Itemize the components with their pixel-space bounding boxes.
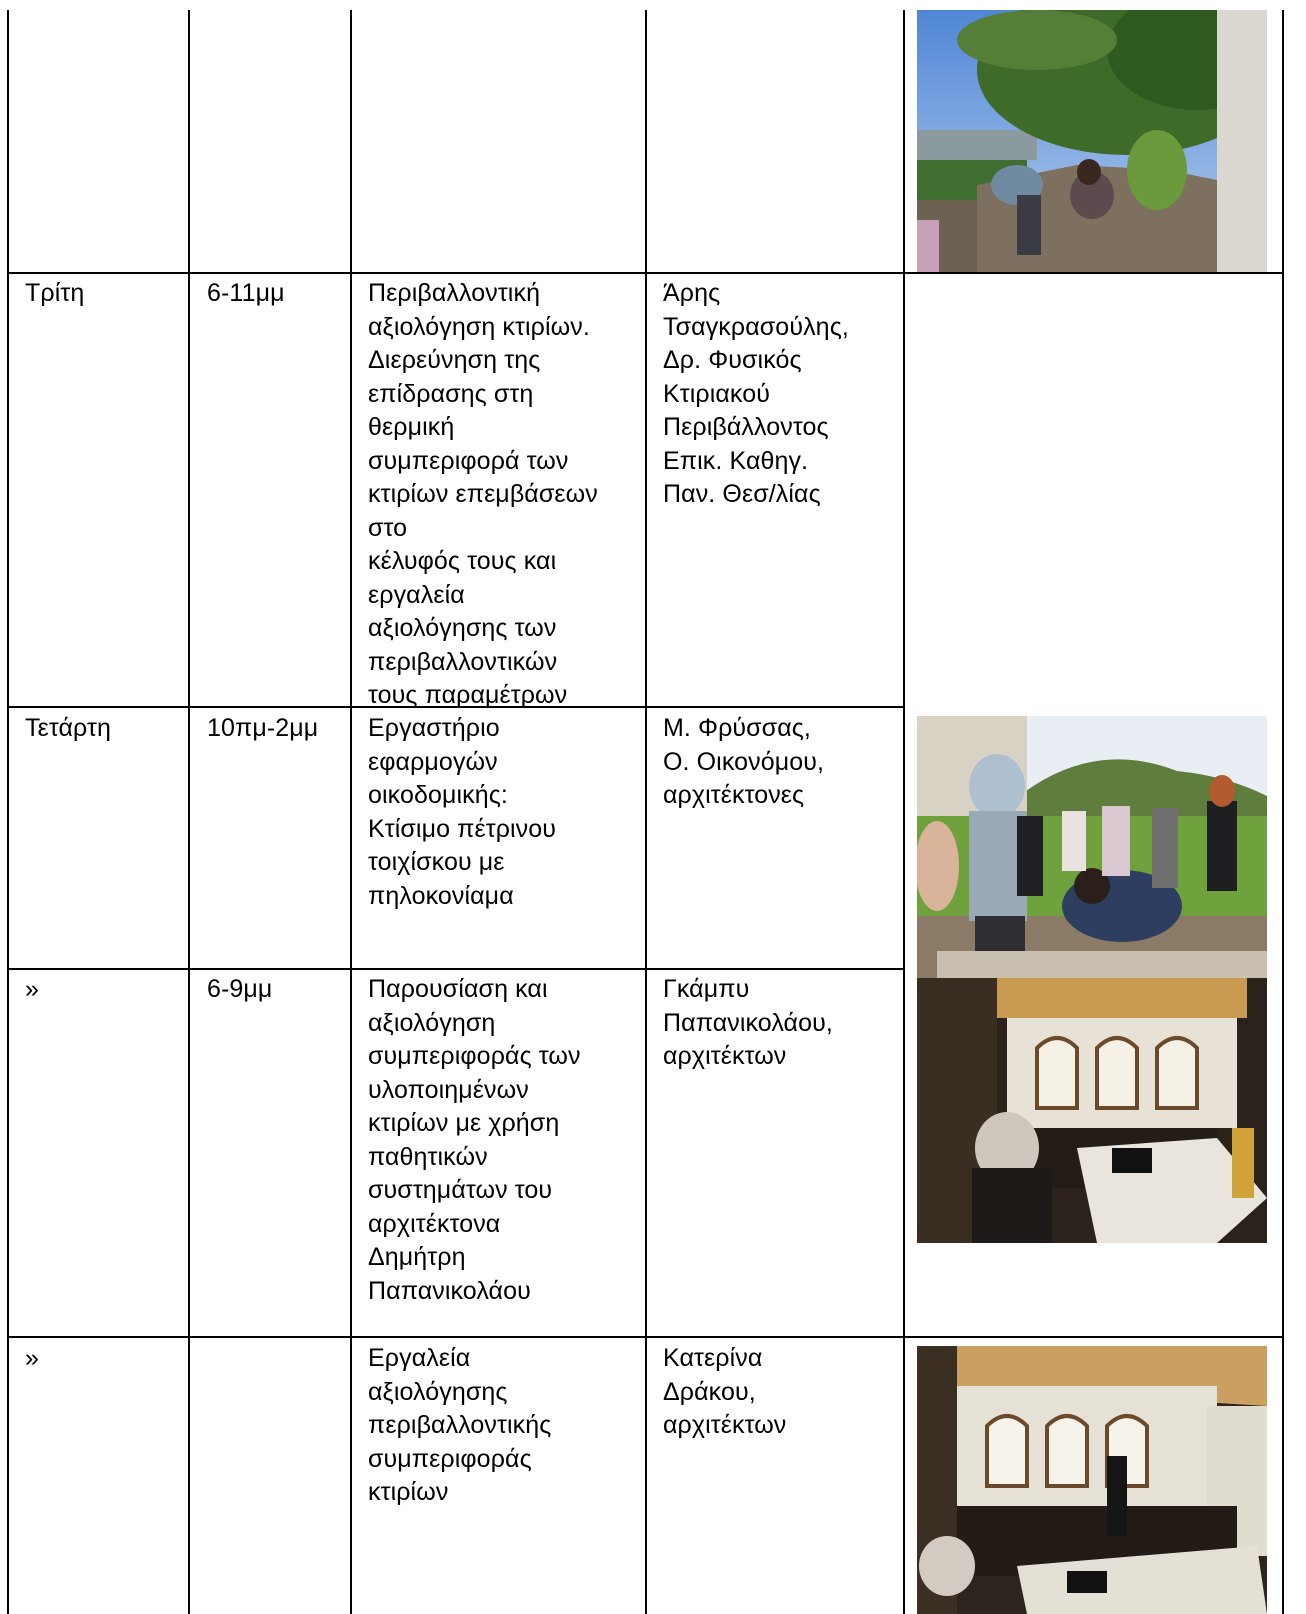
day-cell: »	[25, 1344, 40, 1372]
speaker-cell: Κατερίνα Δράκου, αρχιτέκτων	[663, 1344, 787, 1439]
table-border	[903, 10, 905, 1614]
activity-cell: Εργαλεία αξιολόγησης περιβαλλοντικής συμπεριφοράς κτιρίων	[368, 1344, 552, 1506]
outdoor-workshop-photo	[917, 716, 1267, 978]
activity-cell: Περιβαλλοντική αξιολόγηση κτιρίων. Διερεύνηση της επίδρασης στη θερμική συμπεριφορά των κτιρίων επεμβάσεων στο κέλυφός τους και εργαλεία αξιολόγησης των περιβαλλοντικών τους παραμέτρων	[368, 279, 598, 709]
day-cell: Τετάρτη	[25, 714, 111, 742]
time-cell: 10πμ-2μμ	[207, 714, 319, 742]
seminar-room-photo-2	[917, 1346, 1267, 1614]
row-border	[7, 1336, 1284, 1338]
speaker-cell: Άρης Τσαγκρασούλης, Δρ. Φυσικός Κτιριακού Περιβάλλοντος Επικ. Καθηγ. Παν. Θεσ/λίας	[663, 279, 849, 508]
speaker-cell: Μ. Φρύσσας, Ο. Οικονόμου, αρχιτέκτονες	[663, 714, 825, 809]
seminar-room-photo	[917, 978, 1267, 1243]
time-cell: 6-9μμ	[207, 975, 273, 1003]
table-border	[1282, 10, 1284, 1614]
activity-cell: Παρουσίαση και αξιολόγηση συμπεριφοράς των υλοποιημένων κτιρίων με χρήση παθητικών συστημάτων του αρχιτέκτονα Δημήτρη Παπανικολάου	[368, 975, 581, 1305]
day-cell: Τρίτη	[25, 279, 85, 307]
row-border	[7, 272, 1284, 274]
table-border	[350, 10, 352, 1614]
speaker-cell: Γκάμπυ Παπανικολάου, αρχιτέκτων	[663, 975, 833, 1070]
table-border	[188, 10, 190, 1614]
day-cell: »	[25, 975, 40, 1003]
table-border	[7, 10, 9, 1614]
table-border	[645, 10, 647, 1614]
garden-wall-construction-photo	[917, 10, 1267, 272]
activity-cell: Εργαστήριο εφαρμογών οικοδομικής: Κτίσιμο πέτρινου τοιχίσκου με πηλοκονίαμα	[368, 714, 557, 910]
time-cell: 6-11μμ	[207, 279, 285, 307]
row-border	[7, 968, 905, 970]
